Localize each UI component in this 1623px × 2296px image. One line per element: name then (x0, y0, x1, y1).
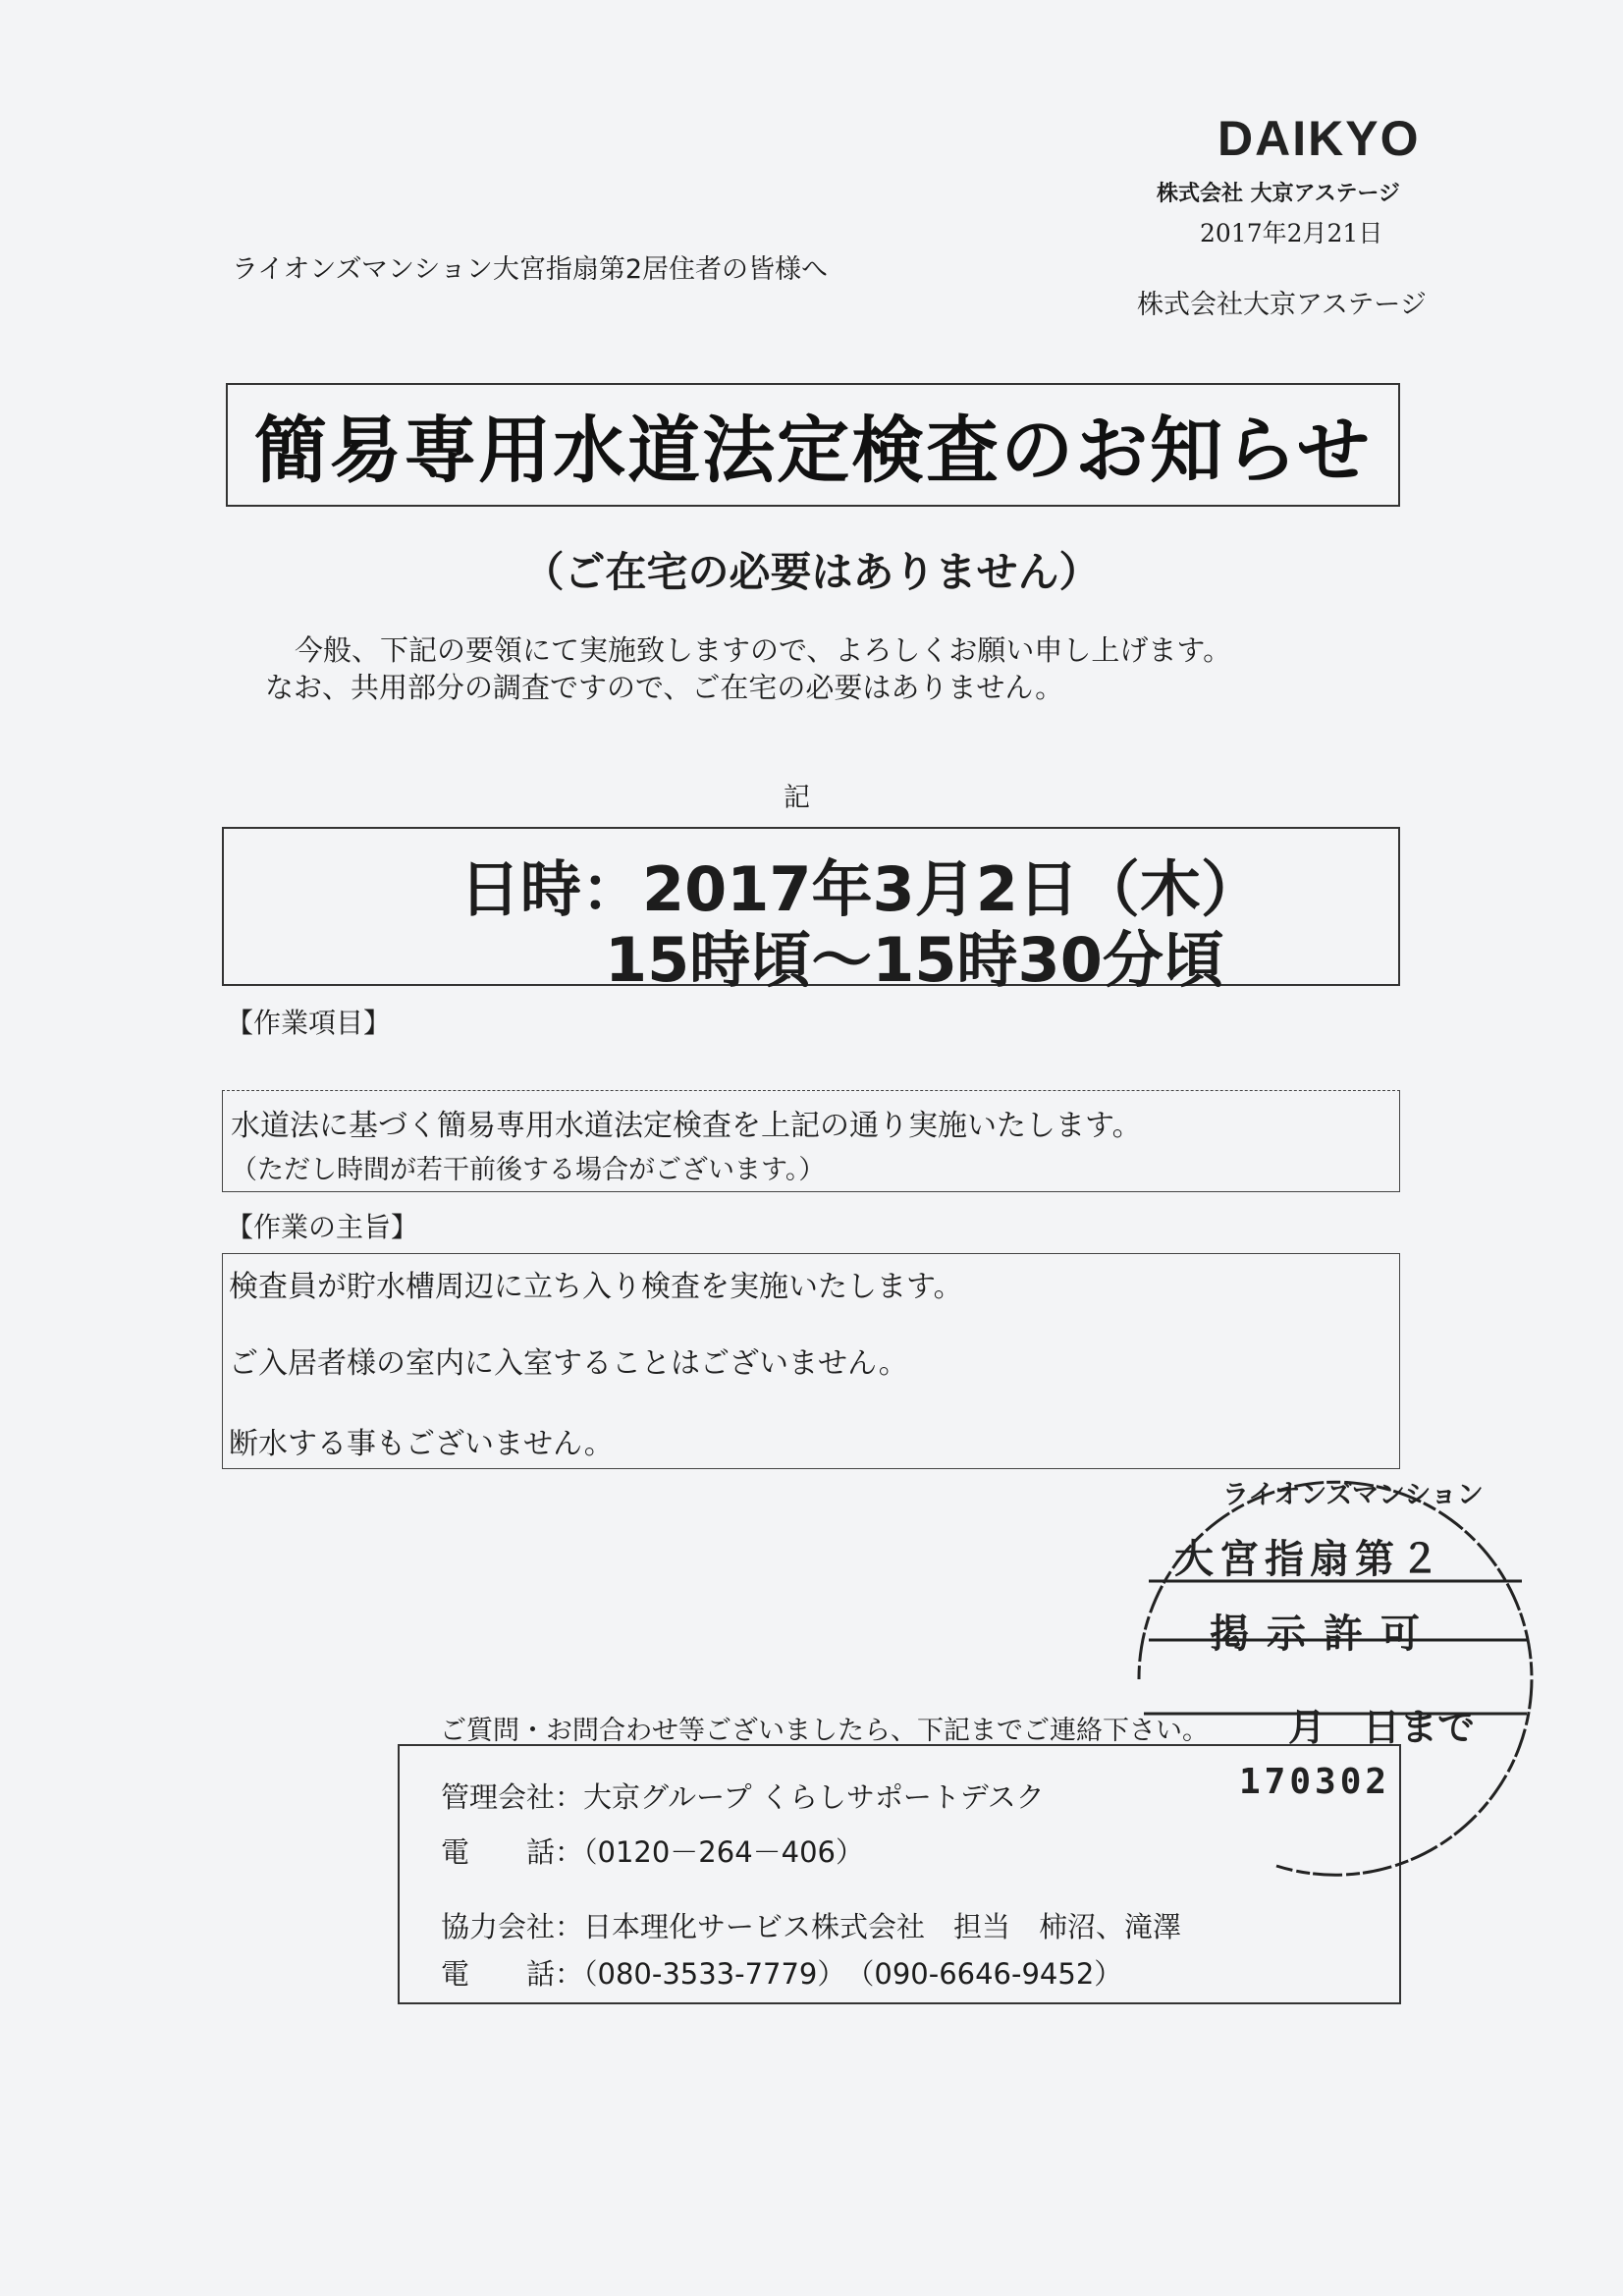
subtitle: （ご在宅の必要はありません） (522, 548, 1101, 596)
issue-date: 2017年2月21日 (1200, 219, 1383, 247)
addressee: ライオンズマンション大宮指扇第2居住者の皆様へ (232, 254, 828, 285)
management-company: 管理会社：大京グループ くらしサポートデスク (441, 1780, 1045, 1814)
work-purpose-line-2: ご入居者様の室内に入室することはございません。 (229, 1346, 908, 1381)
stamp-permit: 掲示許可 (1210, 1611, 1437, 1657)
daikyo-logo: DAIKYO (1217, 111, 1421, 166)
contact-note: ご質問・お問合わせ等ございましたら、下記までご連絡下さい。 (440, 1716, 1209, 1746)
document-title: 簡易専用水道法定検査のお知らせ (254, 409, 1372, 493)
management-phone: 電 話：（0120－264－406） (441, 1835, 865, 1869)
stamp-name: 大宮指扇第２ (1174, 1536, 1445, 1582)
stamp-code: 170302 (1239, 1762, 1391, 1802)
work-purpose-line-3: 断水する事もございません。 (229, 1427, 614, 1461)
work-items-label: 【作業項目】 (226, 1007, 392, 1039)
work-purpose-label: 【作業の主旨】 (226, 1211, 419, 1243)
title-box (226, 383, 1400, 507)
datetime-box (222, 827, 1400, 996)
company-name: 株式会社大京アステージ (1137, 290, 1427, 320)
partner-phone: 電 話：（080-3533-7779） （090-6646-9452） (441, 1957, 1123, 1991)
datetime-line-1: 日時：2017年3月2日（木） (460, 853, 1262, 925)
datetime-line-2: 15時頃～15時30分頃 (605, 924, 1224, 996)
intro-line-1: 今般、下記の要領にて実施致しますので、よろしくお願い申し上げます。 (295, 633, 1232, 667)
company-name-small: 株式会社 大京アステージ (1157, 182, 1400, 206)
work-purpose-line-1: 検査員が貯水槽周辺に立ち入り検査を実施いたします。 (229, 1270, 963, 1304)
stamp-building: ライオンズマンション (1222, 1480, 1484, 1510)
intro-line-2: なお、共用部分の調査ですので、ご在宅の必要はありません。 (265, 671, 1064, 704)
work-items-line-1: 水道法に基づく簡易専用水道法定検査を上記の通り実施いたします。 (231, 1109, 1142, 1143)
ki-heading: 記 (784, 783, 810, 813)
work-items-line-2: （ただし時間が若干前後する場合がございます。） (231, 1155, 826, 1185)
stamp-until: 月 日まで (1288, 1705, 1476, 1749)
partner-company: 協力会社：日本理化サービス株式会社 担当 柿沼、滝澤 (441, 1910, 1182, 1943)
work-items-box (222, 1090, 1400, 1192)
